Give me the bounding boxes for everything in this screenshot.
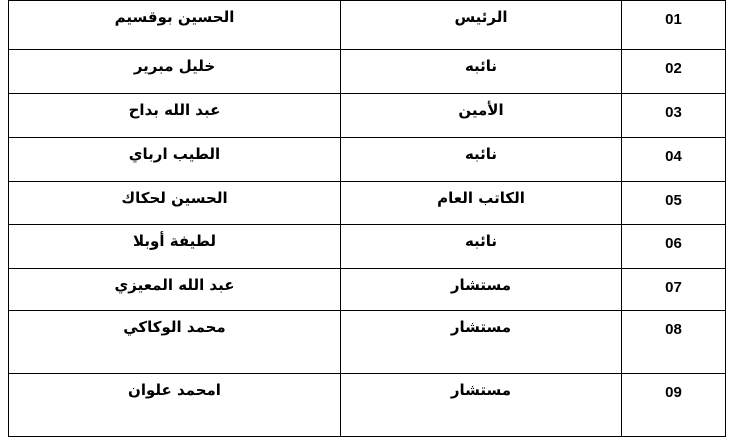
role-cell: نائبه: [341, 138, 622, 182]
name-cell: لطيفة أوبلا: [9, 225, 341, 269]
number-cell: 03: [622, 94, 726, 138]
number-cell: 06: [622, 225, 726, 269]
name-cell: الحسين بوقسيم: [9, 1, 341, 50]
role-cell: الكاتب العام: [341, 182, 622, 225]
name-cell: عبد الله بداح: [9, 94, 341, 138]
role-cell: نائبه: [341, 225, 622, 269]
name-cell: امحمد علوان: [9, 374, 341, 437]
name-cell: الطيب ارباي: [9, 138, 341, 182]
number-cell: 05: [622, 182, 726, 225]
number-cell: 09: [622, 374, 726, 437]
number-cell: 04: [622, 138, 726, 182]
number-cell: 01: [622, 1, 726, 50]
table-row: [9, 269, 726, 311]
number-cell: 02: [622, 50, 726, 94]
table-row: [9, 311, 726, 374]
role-cell: مستشار: [341, 311, 622, 374]
table-row: [9, 50, 726, 94]
members-table: [8, 0, 726, 437]
role-cell: نائبه: [341, 50, 622, 94]
table-row: [9, 225, 726, 269]
name-cell: عبد الله المعيزي: [9, 269, 341, 311]
role-cell: مستشار: [341, 269, 622, 311]
role-cell: الأمين: [341, 94, 622, 138]
table-row: [9, 138, 726, 182]
name-cell: محمد الوكاكي: [9, 311, 341, 374]
name-cell: الحسين لحكاك: [9, 182, 341, 225]
role-cell: الرئيس: [341, 1, 622, 50]
role-cell: مستشار: [341, 374, 622, 437]
number-cell: 07: [622, 269, 726, 311]
table-row: [9, 374, 726, 437]
table-row: [9, 1, 726, 50]
number-cell: 08: [622, 311, 726, 374]
name-cell: خليل مبرير: [9, 50, 341, 94]
table-row: [9, 182, 726, 225]
table-row: [9, 94, 726, 138]
